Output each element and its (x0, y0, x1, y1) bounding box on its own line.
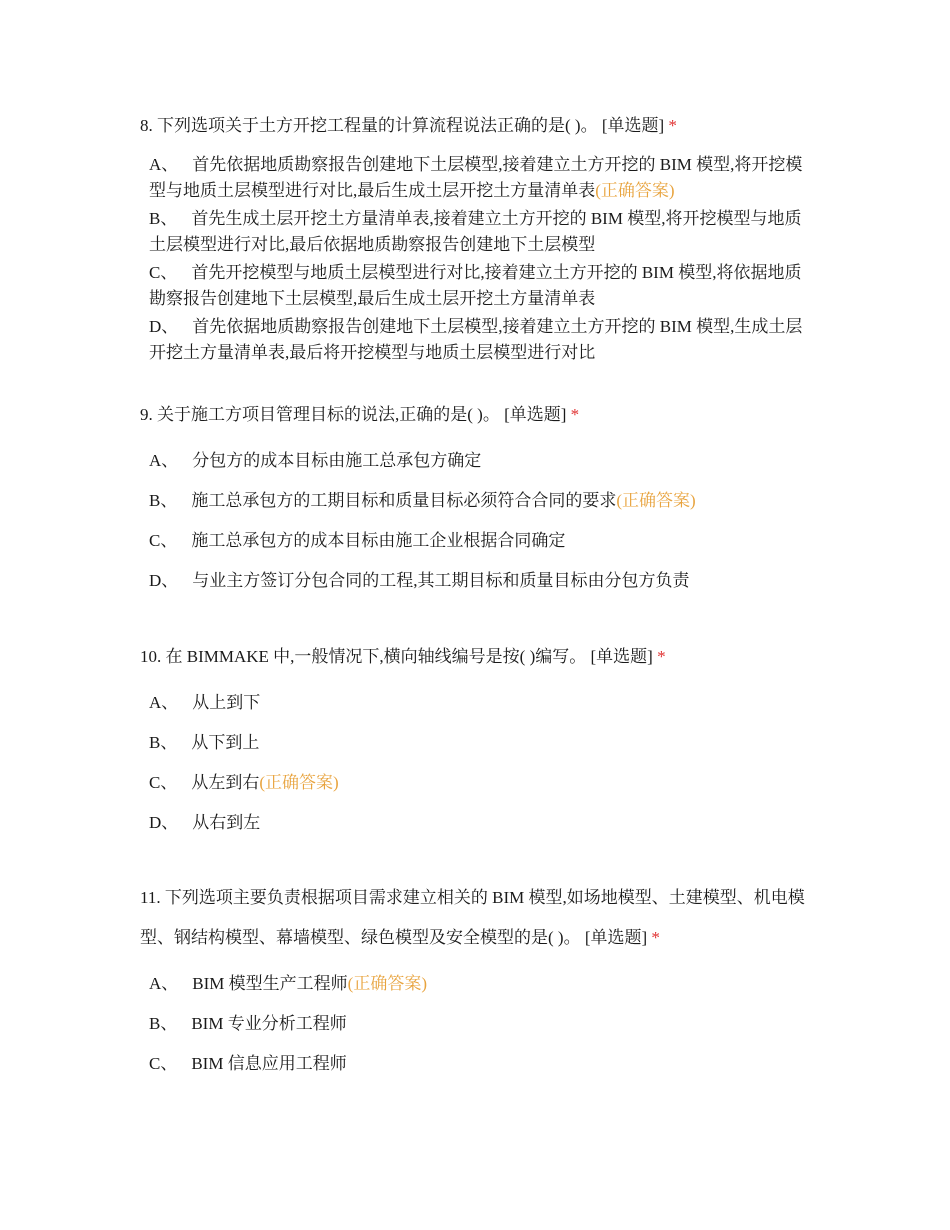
question-stem: 8. 下列选项关于土方开挖工程量的计算流程说法正确的是( )。 [单选题] * (140, 116, 677, 135)
option-a[interactable]: A、 从上到下 (149, 693, 261, 712)
option-list (149, 441, 805, 601)
option-c[interactable]: C、 首先开挖模型与地质土层模型进行对比,接着建立土方开挖的 BIM 模型,将依据地质勘察报告创建地下土层模型,最后生成土层开挖土方量清单表 (149, 263, 802, 308)
option-b[interactable]: B、 BIM 专业分析工程师 (149, 1014, 347, 1033)
question-stem: 11. 下列选项主要负责根据项目需求建立相关的 BIM 模型,如场地模型、土建模型、机电模型、钢结构模型、幕墙模型、绿色模型及安全模型的是( )。 [单选题] * (140, 888, 805, 947)
option-c[interactable]: C、 施工总承包方的成本目标由施工企业根据合同确定 (149, 531, 566, 550)
option-c[interactable]: C、 从左到右(正确答案) (149, 773, 339, 792)
option-d[interactable]: D、 首先依据地质勘察报告创建地下土层模型,接着建立土方开挖的 BIM 模型,生成土层开挖土方量清单表,最后将开挖模型与地质土层模型进行对比 (149, 317, 803, 362)
option-d[interactable]: D、 与业主方签订分包合同的工程,其工期目标和质量目标由分包方负责 (149, 571, 690, 590)
correct-answer-label: (正确答案) (616, 491, 696, 510)
option-list (149, 152, 805, 366)
required-mark: * (657, 647, 666, 666)
option-c[interactable]: C、 BIM 信息应用工程师 (149, 1054, 347, 1073)
option-d[interactable]: D、 从右到左 (149, 813, 261, 832)
option-list (149, 683, 805, 843)
option-a[interactable]: A、 首先依据地质勘察报告创建地下土层模型,接着建立土方开挖的 BIM 模型,将开挖模型与地质土层模型进行对比,最后生成土层开挖土方量清单表(正确答案) (149, 155, 803, 200)
question-stem: 10. 在 BIMMAKE 中,一般情况下,横向轴线编号是按( )编写。 [单选题] * (140, 647, 666, 666)
question-8 (140, 106, 805, 368)
required-mark: * (651, 928, 660, 947)
question-10 (140, 637, 805, 843)
question-9 (140, 395, 805, 601)
option-list (149, 964, 805, 1084)
correct-answer-label: (正确答案) (259, 773, 339, 792)
question-stem: 9. 关于施工方项目管理目标的说法,正确的是( )。 [单选题] * (140, 405, 580, 424)
option-b[interactable]: B、 首先生成土层开挖土方量清单表,接着建立土方开挖的 BIM 模型,将开挖模型与地质土层模型进行对比,最后依据地质勘察报告创建地下土层模型 (149, 209, 802, 254)
option-a[interactable]: A、 分包方的成本目标由施工总承包方确定 (149, 451, 482, 470)
required-mark: * (570, 405, 580, 424)
option-a[interactable]: A、 BIM 模型生产工程师(正确答案) (149, 974, 427, 993)
required-mark: * (668, 116, 677, 135)
option-b[interactable]: B、 从下到上 (149, 733, 260, 752)
correct-answer-label: (正确答案) (595, 181, 675, 200)
option-b[interactable]: B、 施工总承包方的工期目标和质量目标必须符合合同的要求(正确答案) (149, 491, 696, 510)
question-11 (140, 878, 805, 1084)
correct-answer-label: (正确答案) (347, 974, 427, 993)
